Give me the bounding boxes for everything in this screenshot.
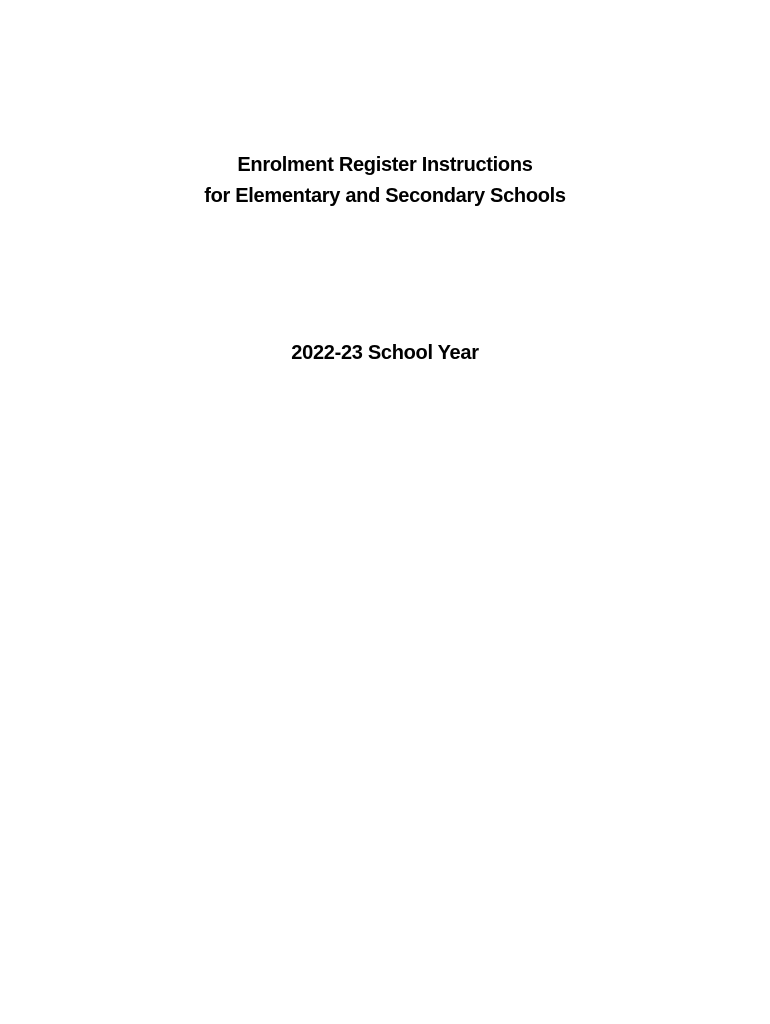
document-title [0,150,770,212]
school-year: 2022-23 School Year [291,342,479,364]
title-line-2: for Elementary and Secondary Schools [204,185,566,207]
title-line-1: Enrolment Register Instructions [237,154,533,176]
